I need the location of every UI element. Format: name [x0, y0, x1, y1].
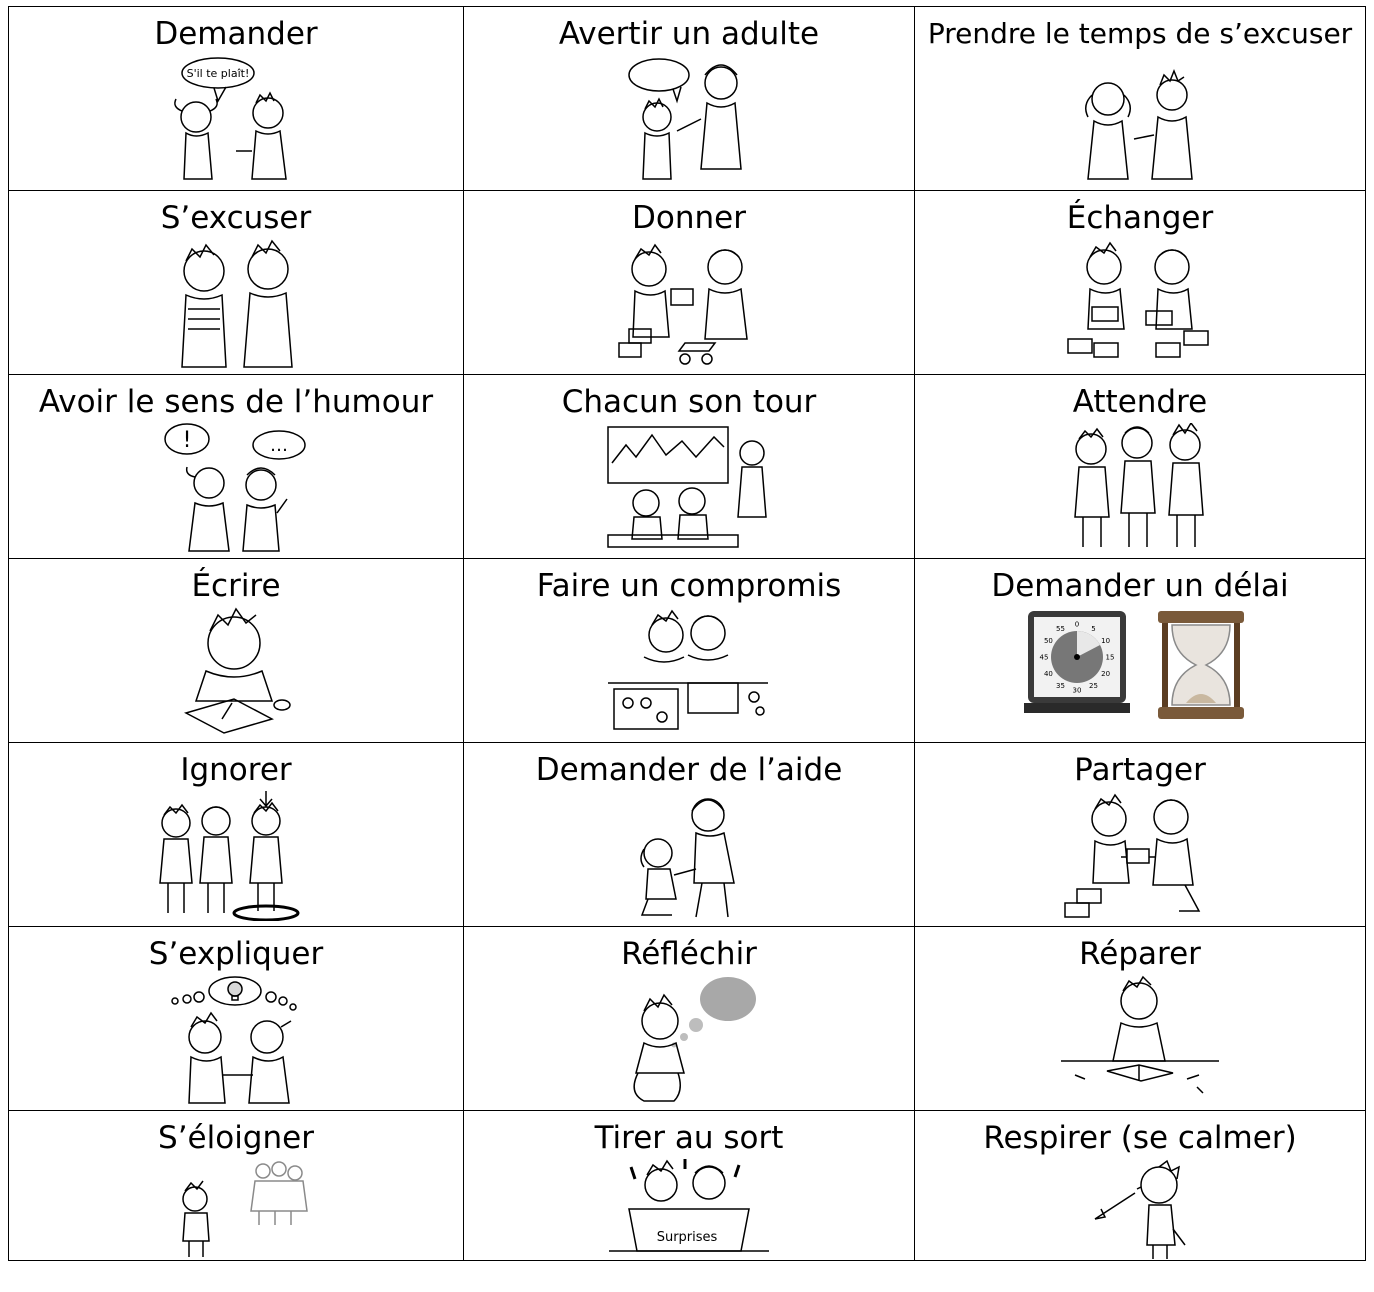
table-row [9, 559, 1366, 743]
card-label: Échanger [1066, 200, 1214, 236]
kids-drawing-lots-illustration [599, 1159, 779, 1259]
strategies-table [8, 6, 1366, 1261]
card-respirer [915, 1111, 1366, 1261]
card-label: Donner [632, 200, 746, 236]
child-writing-illustration [156, 607, 316, 737]
card-reflechir [464, 927, 915, 1111]
timer-number: 45 [1039, 653, 1049, 662]
kids-explaining-illustration [151, 975, 321, 1105]
table-row [9, 927, 1366, 1111]
card-label: Réfléchir [621, 936, 757, 972]
child-telling-adult-illustration [609, 55, 769, 181]
timer-number: 20 [1101, 670, 1111, 678]
speech-bubble-text: S'il te plaît! [186, 67, 250, 80]
box-label: Surprises [656, 1230, 718, 1245]
card-ecrire [9, 559, 464, 743]
card-ignorer [9, 743, 464, 927]
card-label: Réparer [1079, 936, 1201, 972]
kids-taking-turns-illustration [604, 423, 774, 553]
card-avertir-un-adulte [464, 7, 915, 191]
table-row [9, 1111, 1366, 1261]
timer-number: 30 [1072, 686, 1082, 695]
table-row [9, 743, 1366, 927]
card-label: S’éloigner [158, 1120, 314, 1156]
timer-number: 0 [1074, 620, 1080, 629]
card-echanger [915, 191, 1366, 375]
card-chacun-son-tour [464, 375, 915, 559]
lightbulb-icon [228, 982, 242, 996]
card-demander-un-delai [915, 559, 1366, 743]
child-walking-away-illustration [151, 1159, 321, 1259]
card-label: Respirer (se calmer) [983, 1120, 1297, 1156]
kids-apologizing-illustration [156, 239, 316, 369]
card-label: Prendre le temps de s’excuser [927, 17, 1353, 50]
kids-sharing-illustration [1055, 791, 1225, 921]
ellipsis-bubble-text: … [270, 435, 288, 456]
card-demander [9, 7, 464, 191]
card-humour [9, 375, 464, 559]
card-prendre-le-temps [915, 7, 1366, 191]
timer-number: 35 [1056, 682, 1065, 691]
card-label: Tirer au sort [594, 1120, 784, 1156]
timer-number: 10 [1101, 637, 1111, 645]
card-donner [464, 191, 915, 375]
kids-asking-illustration [156, 55, 316, 181]
kids-exchanging-blocks-illustration [1060, 239, 1220, 369]
card-demander-de-laide [464, 743, 915, 927]
card-tirer-au-sort [464, 1111, 915, 1261]
card-label: Partager [1074, 752, 1206, 788]
timer-number: 15 [1105, 653, 1115, 662]
table-row [9, 375, 1366, 559]
card-reparer [915, 927, 1366, 1111]
kids-doing-puzzle-illustration [604, 607, 774, 737]
timer-and-hourglass-illustration [1020, 607, 1260, 727]
child-breathing-illustration [1055, 1159, 1225, 1259]
card-compromis [464, 559, 915, 743]
card-label: Ignorer [180, 752, 292, 788]
card-label: Avertir un adulte [558, 16, 820, 52]
timer-number: 50 [1043, 637, 1053, 645]
card-label: Avoir le sens de l’humour [38, 384, 434, 420]
timer-icon [1024, 611, 1130, 713]
table-row [9, 7, 1366, 191]
kids-apologizing-illustration [1060, 55, 1220, 181]
timer-number: 5 [1091, 624, 1096, 633]
breath-arrow-icon [1095, 1193, 1135, 1219]
kids-waiting-in-line-illustration [1055, 423, 1225, 553]
table-row [9, 191, 1366, 375]
card-label: Demander un délai [991, 568, 1289, 604]
card-sexcuser [9, 191, 464, 375]
kids-ignoring-illustration [146, 791, 326, 921]
card-sexpliquer [9, 927, 464, 1111]
card-label: Écrire [191, 568, 281, 604]
hourglass-icon [1158, 611, 1244, 719]
timer-number: 40 [1043, 670, 1053, 678]
kids-giving-toy-illustration [609, 239, 769, 369]
child-thinking-illustration [604, 975, 774, 1105]
timer-number: 55 [1056, 624, 1065, 633]
child-asking-adult-help-illustration [604, 791, 774, 921]
card-attendre [915, 375, 1366, 559]
kids-joking-illustration [151, 423, 321, 553]
exclamation-bubble-text: ! [182, 428, 192, 453]
arrow-down-icon [260, 791, 272, 806]
card-partager [915, 743, 1366, 927]
card-label: Demander de l’aide [535, 752, 843, 788]
card-label: Chacun son tour [561, 384, 817, 420]
card-label: S’expliquer [148, 936, 324, 972]
card-label: Faire un compromis [536, 568, 842, 604]
card-label: S’excuser [160, 200, 312, 236]
child-repairing-book-illustration [1055, 975, 1225, 1105]
card-seloigner [9, 1111, 464, 1261]
timer-number: 25 [1089, 682, 1098, 691]
card-label: Demander [154, 16, 318, 52]
card-label: Attendre [1072, 384, 1208, 420]
